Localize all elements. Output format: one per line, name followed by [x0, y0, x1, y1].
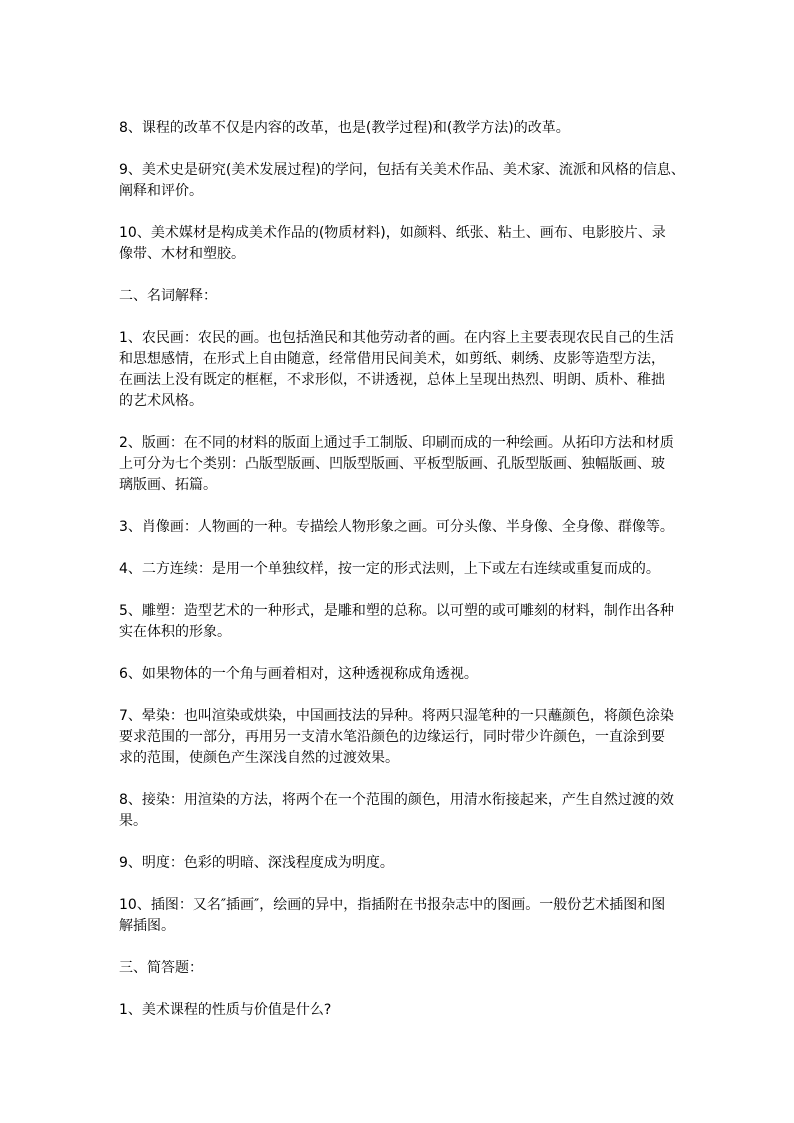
- text-line: 8、接染：用渲染的方法，将两个在一个范围的颜色，用清水衔接起来，产生自然过渡的效: [119, 792, 674, 808]
- paragraph: [119, 664, 689, 685]
- paragraph: [119, 559, 689, 580]
- text-line: 上可分为七个类别：凸版型版画、凹版型版画、平板型版画、孔版型版画、独幅版画、玻: [119, 456, 665, 472]
- text-line: 5、雕塑：造型艺术的一种形式，是雕和塑的总称。以可塑的或可雕刻的材料，制作出各种: [119, 603, 674, 619]
- text-line: 和思想感情，在形式上自由随意，经常借用民间美术，如剪纸、刺绣、皮影等造型方法，: [119, 351, 665, 367]
- document-body: [119, 118, 689, 1042]
- paragraph: [119, 895, 689, 937]
- text-line: 6、如果物体的一个角与画着相对，这种透视称成角透视。: [119, 666, 478, 682]
- text-line: 10、美术媒材是构成美术作品的(物质材料)，如颜料、纸张、粘土、画布、电影胶片、录: [119, 225, 666, 241]
- text-line: 3、肖像画：人物画的一种。专描绘人物形象之画。可分头像、半身像、全身像、群像等。: [119, 519, 674, 535]
- paragraph: [119, 601, 689, 643]
- text-line: 果。: [119, 813, 147, 829]
- paragraph: [119, 790, 689, 832]
- text-line: 7、晕染：也叫渲染或烘染，中国画技法的异种。将两只湿笔种的一只蘸颜色，将颜色涂染: [119, 708, 674, 724]
- text-line: 4、二方连续：是用一个单独纹样，按一定的形式法则，上下或左右连续或重复而成的。: [119, 561, 660, 577]
- text-line: 像带、木材和塑胶。: [119, 246, 245, 262]
- text-line: 二、名词解释：: [119, 288, 217, 304]
- paragraph: [119, 223, 689, 265]
- text-line: 1、美术课程的性质与价值是什么?: [119, 1002, 332, 1018]
- text-line: 10、插图：又名″插画″，绘画的异中，指插附在书报杂志中的图画。一般份艺术插图和图: [119, 897, 666, 913]
- paragraph: [119, 328, 689, 412]
- paragraph: [119, 118, 689, 139]
- text-line: 1、农民画：农民的画。也包括渔民和其他劳动者的画。在内容上主要表现农民自己的生活: [119, 330, 674, 346]
- section-heading: [119, 286, 689, 307]
- text-line: 解插图。: [119, 918, 175, 934]
- text-line: 求的范围，使颜色产生深浅自然的过渡效果。: [119, 750, 399, 766]
- paragraph: [119, 160, 689, 202]
- section-heading: [119, 958, 689, 979]
- text-line: 阐释和评价。: [119, 183, 203, 199]
- paragraph: [119, 706, 689, 769]
- text-line: 8、课程的改革不仅是内容的改革，也是(教学过程)和(教学方法)的改革。: [119, 120, 570, 136]
- text-line: 9、美术史是研究(美术发展过程)的学问，包括有关美术作品、美术家、流派和风格的信息、: [119, 162, 685, 178]
- text-line: 要求范围的一部分，再用另一支清水笔沿颜色的边缘运行，同时带少许颜色，一直涂到要: [119, 729, 665, 745]
- text-line: 9、明度：色彩的明暗、深浅程度成为明度。: [119, 855, 394, 871]
- text-line: 璃版画、拓篇。: [119, 477, 217, 493]
- text-line: 三、简答题：: [119, 960, 203, 976]
- text-line: 的艺术风格。: [119, 393, 203, 409]
- text-line: 实在体积的形象。: [119, 624, 231, 640]
- text-line: 在画法上没有既定的框框，不求形似，不讲透视，总体上呈现出热烈、明朗、质朴、稚拙: [119, 372, 665, 388]
- paragraph: [119, 1000, 689, 1021]
- paragraph: [119, 517, 689, 538]
- paragraph: [119, 853, 689, 874]
- paragraph: [119, 433, 689, 496]
- text-line: 2、版画：在不同的材料的版面上通过手工制版、印刷而成的一种绘画。从拓印方法和材质: [119, 435, 674, 451]
